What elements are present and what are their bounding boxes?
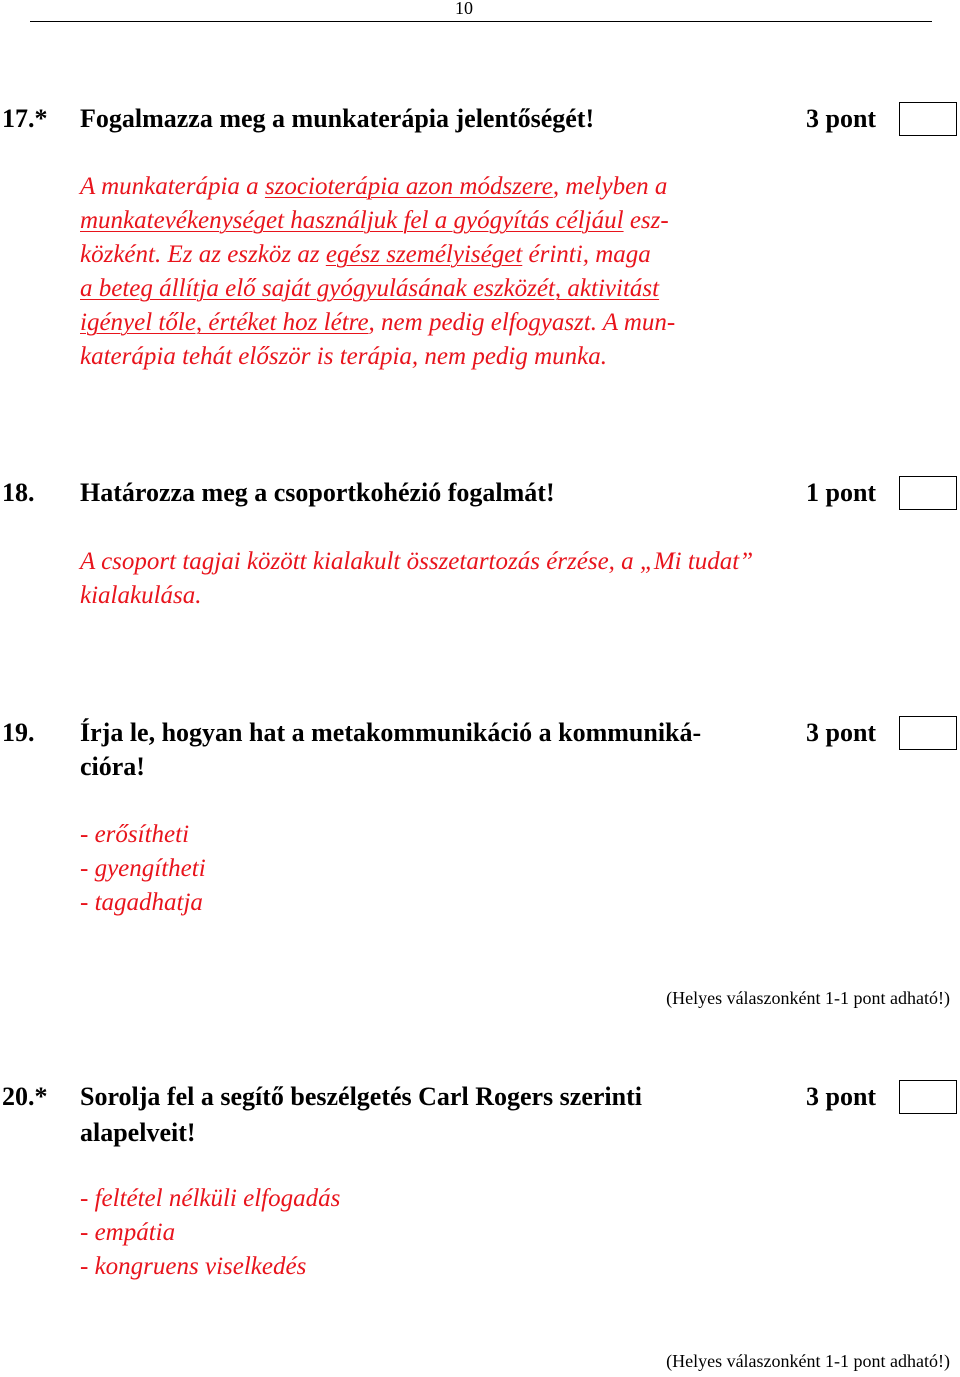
question-17-answer-line-6 xyxy=(80,343,607,371)
answer-segment: esz- xyxy=(623,207,669,234)
question-18-points: 1 pont xyxy=(806,478,877,507)
question-17-answer-line-1 xyxy=(80,173,667,201)
question-20-score-box[interactable] xyxy=(899,1080,957,1114)
question-18-answer-line-1 xyxy=(80,548,753,576)
question-19-title-line-2: cióra! xyxy=(80,752,145,781)
underlined-answer-segment: szocioterápia azon módszere xyxy=(264,173,553,200)
answer-segment: kialakulása. xyxy=(80,582,202,609)
underlined-answer-segment: igényel tőle, értéket hoz létre xyxy=(80,309,369,336)
question-19-scoring-note: (Helyes válaszonként 1-1 pont adható!) xyxy=(666,988,950,1008)
answer-segment: A munkaterápia a xyxy=(80,173,265,200)
underlined-answer-segment: a beteg állítja elő saját gyógyulásának eszközét, aktivitást xyxy=(80,275,660,302)
question-17-score-box[interactable] xyxy=(899,102,957,136)
question-18-number: 18. xyxy=(2,478,35,507)
question-20-number: 20.* xyxy=(2,1082,48,1111)
underlined-answer-segment: munkatevékenységet használjuk fel a gyógyítás céljául xyxy=(80,207,624,234)
answer-segment: - gyengítheti xyxy=(80,855,206,882)
question-17-answer-line-2 xyxy=(80,207,669,235)
answer-segment: közként. Ez az eszköz az xyxy=(80,241,326,268)
question-20-points: 3 pont xyxy=(806,1082,877,1111)
question-17-number: 17.* xyxy=(2,104,48,133)
underlined-answer-segment: egész személyiséget xyxy=(325,241,523,268)
question-19-score-box[interactable] xyxy=(899,716,957,750)
question-19-answer-line-1 xyxy=(80,821,189,849)
question-20-scoring-note: (Helyes válaszonként 1-1 pont adható!) xyxy=(666,1351,950,1371)
answer-segment: - erősítheti xyxy=(80,821,190,848)
question-17-answer-line-5 xyxy=(80,309,675,337)
answer-segment: - feltétel nélküli elfogadás xyxy=(80,1185,341,1212)
question-19-title-line-1: Írja le, hogyan hat a metakommunikáció a kommuniká- xyxy=(80,718,702,747)
answer-segment: A csoport tagjai között kialakult összetartozás érzése, a „Mi tudat” xyxy=(80,548,754,575)
question-18-title: Határozza meg a csoportkohézió fogalmát! xyxy=(80,478,555,507)
question-17-title: Fogalmazza meg a munkaterápia jelentőségét! xyxy=(80,104,595,133)
answer-segment: - empátia xyxy=(80,1219,176,1246)
question-20-title-line-2: alapelveit! xyxy=(80,1118,196,1147)
question-20-title-line-1: Sorolja fel a segítő beszélgetés Carl Rogers szerinti xyxy=(80,1082,642,1111)
question-18-score-box[interactable] xyxy=(899,476,957,510)
answer-segment: - kongruens viselkedés xyxy=(80,1253,307,1280)
page-number: 10 xyxy=(455,0,473,18)
answer-segment: , nem pedig elfogyaszt. A mun- xyxy=(368,309,676,336)
question-20-answer-line-3 xyxy=(80,1253,306,1281)
question-19-answer-line-3 xyxy=(80,889,203,917)
answer-segment: - tagadhatja xyxy=(80,889,203,916)
question-19-number: 19. xyxy=(2,718,35,747)
question-17-answer-line-4 xyxy=(80,275,659,303)
answer-segment: , melyben a xyxy=(552,173,668,200)
header-rule xyxy=(30,21,932,22)
question-18-answer-line-2 xyxy=(80,582,202,610)
question-17-answer-line-3 xyxy=(80,241,651,269)
question-20-answer-line-2 xyxy=(80,1219,175,1247)
question-20-answer-line-1 xyxy=(80,1185,340,1213)
answer-segment: katerápia tehát először is terápia, nem pedig munka. xyxy=(80,343,608,370)
question-19-answer-line-2 xyxy=(80,855,206,883)
answer-segment: érinti, maga xyxy=(522,241,651,268)
question-19-points: 3 pont xyxy=(806,718,877,747)
question-17-points: 3 pont xyxy=(806,104,877,133)
